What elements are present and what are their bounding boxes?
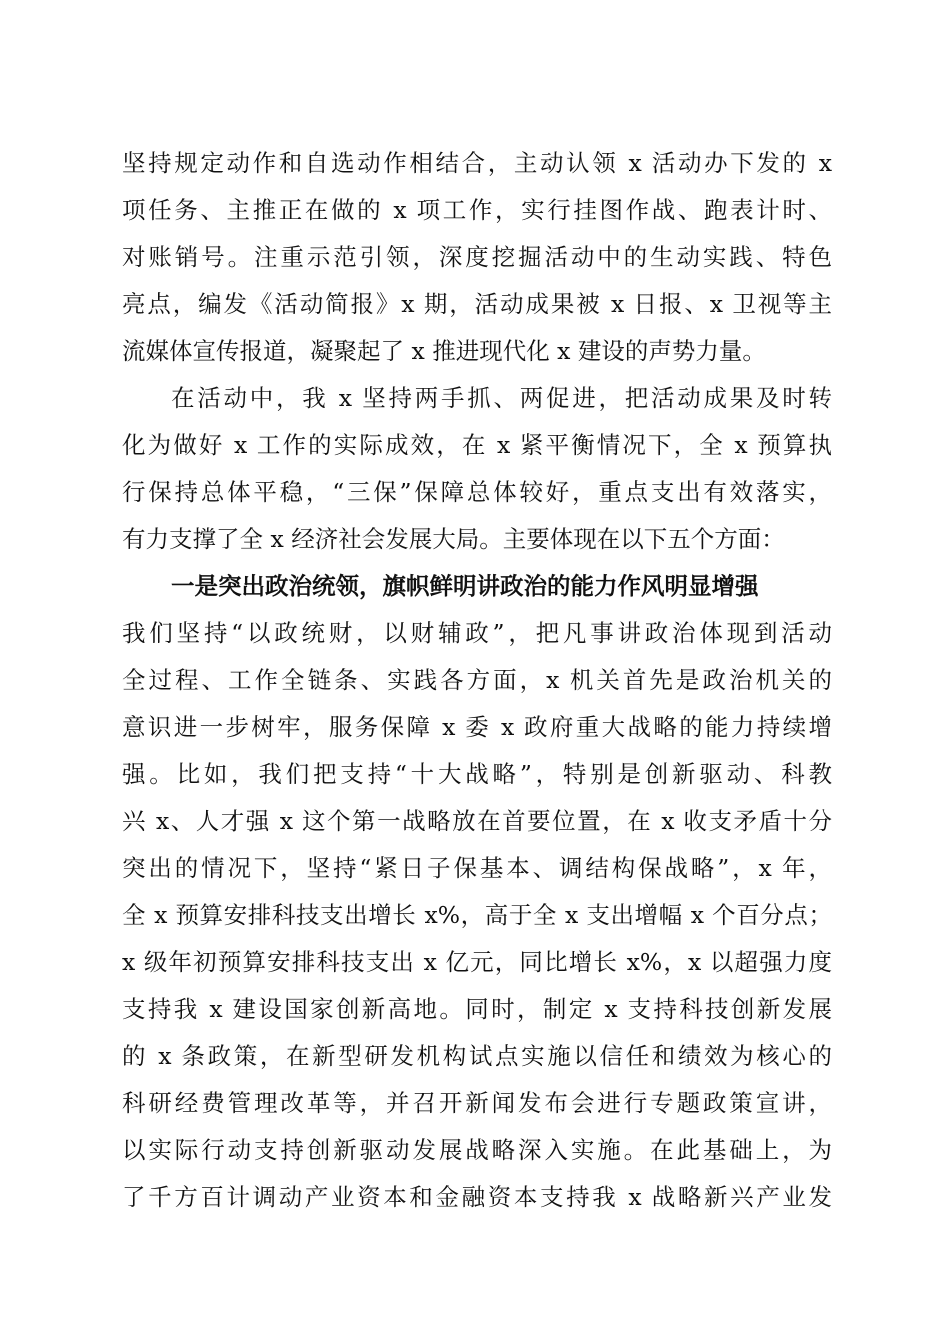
text-line: 全 x 预算安排科技支出增长 x%，高于全 x 支出增幅 x 个百分点； [122, 901, 832, 929]
text-line: 我们坚持“以政统财，以财辅政”，把凡事讲政治体现到活动 [122, 619, 832, 647]
text-line: 有力支撑了全 x 经济社会发展大局。主要体现在以下五个方面： [122, 525, 785, 553]
text-line: 了千方百计调动产业资本和金融资本支持我 x 战略新兴产业发 [122, 1183, 832, 1211]
text-line: 流媒体宣传报道，凝聚起了 x 推进现代化 x 建设的声势力量。 [122, 337, 766, 365]
text-line: x 级年初预算安排科技支出 x 亿元，同比增长 x%，x 以超强力度 [122, 948, 832, 976]
text-line: 坚持规定动作和自选动作相结合，主动认领 x 活动办下发的 x [122, 149, 832, 177]
section-heading: 一是突出政治统领，旗帜鲜明讲政治的能力作风明显增强 [171, 572, 759, 600]
text-line: 支持我 x 建设国家创新高地。同时，制定 x 支持科技创新发展 [122, 995, 832, 1023]
text-line: 的 x 条政策，在新型研发机构试点实施以信任和绩效为核心的 [122, 1042, 832, 1070]
text-line: 突出的情况下，坚持“紧日子保基本、调结构保战略”，x 年， [122, 854, 832, 882]
text-line: 科研经费管理改革等，并召开新闻发布会进行专题政策宣讲， [122, 1089, 832, 1117]
text-line: 全过程、工作全链条、实践各方面，x 机关首先是政治机关的 [122, 666, 832, 694]
text-line: 意识进一步树牢，服务保障 x 委 x 政府重大战略的能力持续增 [122, 713, 832, 741]
text-line: 以实际行动支持创新驱动发展战略深入实施。在此基础上，为 [122, 1136, 832, 1164]
text-line: 强。比如，我们把支持“十大战略”，特别是创新驱动、科教 [122, 760, 832, 788]
text-line: 行保持总体平稳，“三保”保障总体较好，重点支出有效落实， [122, 478, 832, 506]
text-line: 亮点，编发《活动简报》x 期，活动成果被 x 日报、x 卫视等主 [122, 290, 832, 318]
text-line: 化为做好 x 工作的实际成效，在 x 紧平衡情况下，全 x 预算执 [122, 431, 832, 459]
text-line: 兴 x、人才强 x 这个第一战略放在首要位置，在 x 收支矛盾十分 [122, 807, 832, 835]
text-line: 项任务、主推正在做的 x 项工作，实行挂图作战、跑表计时、 [122, 196, 832, 224]
text-line: 对账销号。注重示范引领，深度挖掘活动中的生动实践、特色 [122, 243, 832, 271]
paragraph-first-line: 在活动中，我 x 坚持两手抓、两促进，把活动成果及时转 [171, 384, 832, 412]
